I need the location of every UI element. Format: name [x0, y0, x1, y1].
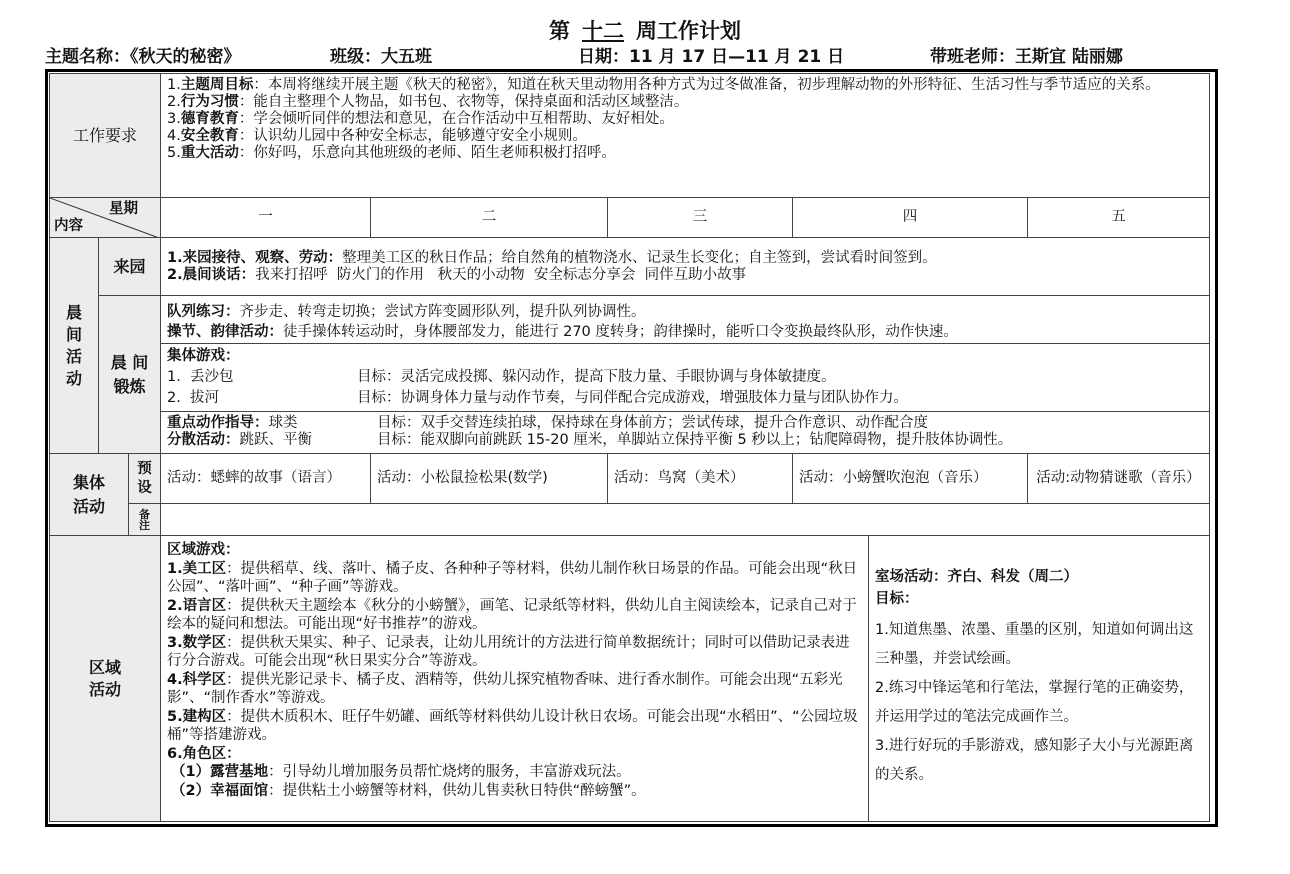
activity-monday: 活动：蟋蟀的故事（语言） [160, 453, 371, 504]
work-item: 2.行为习惯：能自主整理个人物品，如书包、衣物等，保持桌面和活动区域整洁。 [167, 94, 689, 110]
day-thursday: 四 [792, 197, 1028, 238]
corner-header [49, 197, 161, 238]
preset-label: 预设 [128, 453, 161, 504]
activity-thursday: 活动：小螃蟹吹泡泡（音乐） [792, 453, 1028, 504]
page-title: 第 十二 周工作计划 [549, 19, 741, 43]
work-item: 5.重大活动：你好吗，乐意向其他班级的老师、陌生老师积极打招呼。 [167, 145, 616, 161]
arrival-content: 1.来园接待、观察、劳动：整理美工区的秋日作品；给自然角的植物浇水、记录生长变化；自主签到，尝试看时间签到。 2.晨间谈话：我来打招呼 防火门的作用 秋天的小动物 安全标志分享会 同伴互助小故事 [160, 237, 1210, 296]
morning-label: 晨间活动 [49, 237, 99, 454]
game-item: 2. 拔河 目标：协调身体力量与动作节奏，与同伴配合完成游戏，增强肢体力量与团队协作力。 [167, 390, 908, 406]
room-goal: 2.练习中锋运笔和行笔法，掌握行笔的正确姿势，并运用学过的笔法完成画作兰。 [875, 680, 1194, 725]
area-item: 5.建构区：提供木质积木、旺仔牛奶罐、画纸等材料供幼儿设计秋日农场。可能会出现“水稻田”、“公园垃圾桶”等搭建游戏。 [167, 708, 858, 743]
notes-label: 备注 [128, 503, 161, 536]
work-label: 工作要求 [49, 73, 161, 198]
activity-wednesday: 活动：鸟窝（美术） [607, 453, 793, 504]
group-label: 集体活动 [49, 453, 129, 536]
activity-friday: 活动:动物猜谜歌（音乐） [1027, 453, 1210, 504]
area-games: 区域游戏： 1.美工区：提供稻草、线、落叶、橘子皮、各种种子等材料，供幼儿制作秋日场景的作品。可能会出现“秋日公园”、“落叶画”、“种子画”等游戏。 2.语言区：提供秋天主题绘本《秋分的小螃蟹》，画笔、记录纸等材料，供幼儿自主阅读绘本，记录自己对于绘本的疑问和想法。可能出现“好书推荐”的游戏。 3.数学区：提供秋天果实、种子、记录表，让幼儿用统计的方法进行简单数据统计；同时可以借助记录表进行分合游戏。可能会出现“秋日果实分合”等游戏。 4.科学区：提供光影记录卡、橘子皮、酒精等，供幼儿探究植物香味、进行香水制作。可能会出现“五彩光影”、“制作香水”等游戏。 5.建构区：提供木质积木、旺仔牛奶罐、画纸等材料供幼儿设计秋日农场。可能会出现“水稻田”、“公园垃圾桶”等搭建游戏。 6.角色区： （1）露营基地：引导幼儿增加服务员帮忙烧烤的服务，丰富游戏玩法。 （2）幸福面馆：提供粘土小螃蟹等材料，供幼儿售卖秋日特供“醉螃蟹”。 [160, 535, 869, 822]
work-item: 4.安全教育：认识幼儿园中各种安全标志，能够遵守安全小规则。 [167, 128, 587, 144]
content-label: 内容 [54, 218, 83, 234]
room-goal: 1.知道焦墨、浓墨、重墨的区别，知道如何调出这三种墨，并尝试绘画。 [875, 622, 1194, 667]
group-games: 集体游戏： 1. 丢沙包 目标：灵活完成投掷、躲闪动作，提高下肢力量、手眼协调与身体敏捷度。 2. 拔河 目标：协调身体力量与动作节奏，与同伴配合完成游戏，增强肢体力量与团队协作力。 [160, 343, 1210, 412]
work-item: 3.德育教育：学会倾听同伴的想法和意见，在合作活动中互相帮助、友好相处。 [167, 111, 674, 127]
date-range: 日期：11 月 17 日—11 月 21 日 [578, 47, 845, 67]
role-item: （1）露营基地：引导幼儿增加服务员帮忙烧烤的服务，丰富游戏玩法。 [171, 764, 631, 780]
theme-name: 主题名称：《秋天的秘密》 [45, 47, 241, 67]
day-friday: 五 [1027, 197, 1210, 238]
weekday-label: 星期 [109, 201, 138, 217]
drill-content: 队列练习：齐步走、转弯走切换；尝试方阵变圆形队列，提升队列协调性。 操节、韵律活动：徒手操体转运动时，身体腰部发力，能进行 270 度转身；韵律操时，能听口令变换最终队形，动作快速。 [160, 295, 1210, 344]
room-goal: 3.进行好玩的手影游戏，感知影子大小与光源距离的关系。 [875, 738, 1194, 783]
teachers: 带班老师：王斯宜 陆丽娜 [930, 47, 1123, 67]
day-monday: 一 [160, 197, 371, 238]
notes-content [160, 503, 1210, 536]
area-item: 1.美工区：提供稻草、线、落叶、橘子皮、各种种子等材料，供幼儿制作秋日场景的作品。可能会出现“秋日公园”、“落叶画”、“种子画”等游戏。 [167, 560, 858, 595]
area-item: 4.科学区：提供光影记录卡、橘子皮、酒精等，供幼儿探究植物香味、进行香水制作。可能会出现“五彩光影”、“制作香水”等游戏。 [167, 671, 843, 706]
area-label: 区域活动 [49, 535, 161, 822]
role-item: （2）幸福面馆：提供粘土小螃蟹等材料，供幼儿售卖秋日特供“醉螃蟹”。 [171, 782, 646, 799]
game-item: 1. 丢沙包 目标：灵活完成投掷、躲闪动作，提高下肢力量、手眼协调与身体敏捷度。 [167, 369, 836, 385]
activity-tuesday: 活动：小松鼠捡松果(数学) [370, 453, 608, 504]
area-item: 2.语言区：提供秋天主题绘本《秋分的小螃蟹》，画笔、记录纸等材料，供幼儿自主阅读绘本，记录自己对于绘本的疑问和想法。可能出现“好书推荐”的游戏。 [167, 597, 857, 632]
exercise-label: 晨 间 锻炼 [98, 295, 161, 454]
focus-scatter: 重点动作指导：球类 目标：双手交替连续拍球，保持球在身体前方；尝试传球，提升合作意识、动作配合度 分散活动：跳跃、平衡 目标：能双脚向前跳跃 15-20 厘米，单脚站立保持平衡 5 秒以上；钻爬障碍物，提升肢体协调性。 [160, 411, 1210, 454]
arrival-label: 来园 [98, 237, 161, 296]
day-tuesday: 二 [370, 197, 608, 238]
day-wednesday: 三 [607, 197, 793, 238]
class-name: 班级：大五班 [330, 47, 432, 67]
work-requirements [160, 73, 1210, 198]
room-activity: 室场活动：齐白、科发（周二） 目标： 1.知道焦墨、浓墨、重墨的区别，知道如何调出这三种墨，并尝试绘画。 2.练习中锋运笔和行笔法，掌握行笔的正确姿势，并运用学过的笔法完成画作兰。 3.进行好玩的手影游戏，感知影子大小与光源距离的关系。 [868, 535, 1210, 822]
work-item: 1.主题周目标：本周将继续开展主题《秋天的秘密》，知道在秋天里动物用各种方式为过冬做准备，初步理解动物的外形特征、生活习性与季节适应的关系。 [167, 77, 1160, 93]
area-item: 3.数学区：提供秋天果实、种子、记录表，让幼儿用统计的方法进行简单数据统计；同时可以借助记录表进行分合游戏。可能会出现“秋日果实分合”等游戏。 [167, 634, 850, 669]
